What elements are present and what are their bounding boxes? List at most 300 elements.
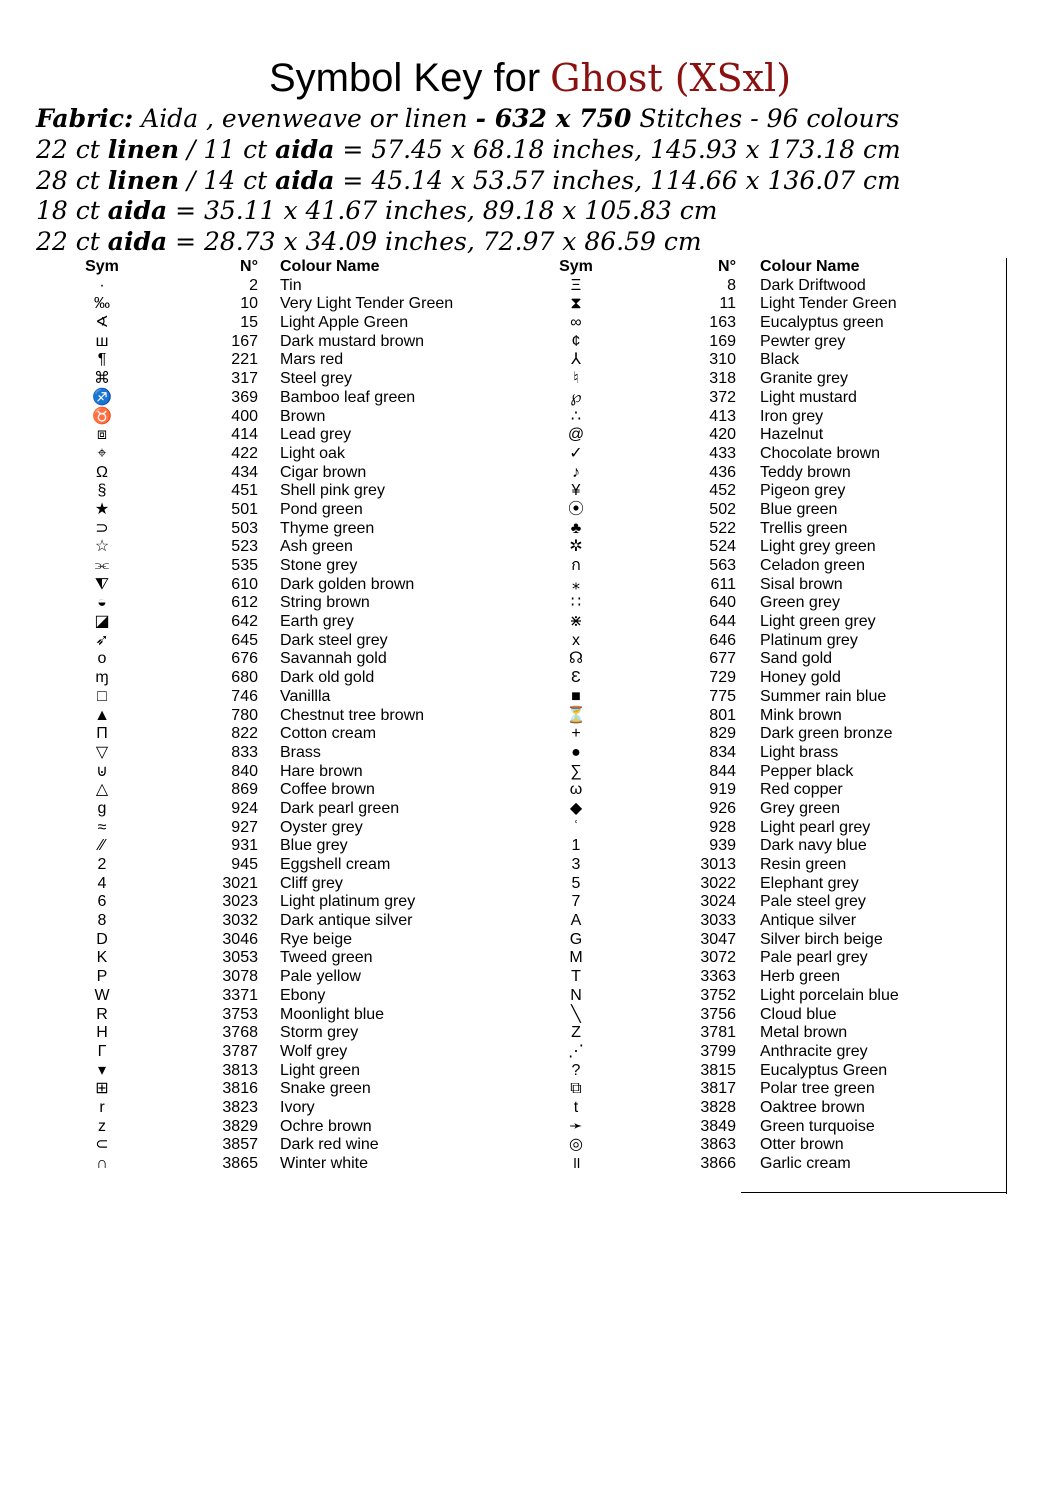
- number-cell: 642: [231, 613, 258, 631]
- fabric-aida: aida: [275, 165, 335, 195]
- number-cell: 3363: [700, 968, 736, 986]
- colour-name-cell: Pale yellow: [280, 968, 361, 986]
- size-text: = 28.73 x 34.09 inches, 72.97 x 86.59 cm: [167, 227, 702, 257]
- number-cell: 833: [231, 743, 258, 761]
- symbol-cell: ?: [571, 1061, 581, 1079]
- colour-name-cell: Dark old gold: [280, 669, 375, 687]
- number-cell: 926: [709, 799, 736, 817]
- symbol-cell: Π: [96, 725, 108, 743]
- number-cell: 167: [231, 332, 258, 350]
- symbol-cell: @: [567, 426, 585, 444]
- number-cell: 535: [231, 557, 258, 574]
- colour-name-cell: Silver birch beige: [760, 930, 883, 948]
- colour-name-cell: Dark antique silver: [280, 912, 413, 930]
- number-cell: 3047: [700, 930, 736, 948]
- colour-name-cell: Otter brown: [760, 1136, 844, 1154]
- symbol-cell: ♪: [572, 463, 580, 481]
- colour-name-cell: Storm grey: [280, 1024, 359, 1042]
- size-line-22-linen: [36, 135, 901, 166]
- number-cell: 400: [231, 407, 258, 425]
- colour-name-cell: Grey green: [760, 799, 841, 817]
- colour-name-cell: Savannah gold: [280, 650, 387, 668]
- symbol-cell: ♮: [573, 370, 579, 388]
- symbol-cell: ◪: [94, 613, 110, 631]
- number-cell: 436: [709, 463, 736, 481]
- number-cell: 3866: [700, 1155, 736, 1172]
- number-cell: 869: [231, 781, 258, 799]
- symbol-cell: 3: [571, 856, 581, 873]
- colour-name-cell: Light platinum grey: [280, 893, 416, 911]
- number-cell: 3815: [700, 1061, 736, 1079]
- number-cell: 928: [709, 818, 736, 836]
- number-cell: 503: [231, 519, 258, 537]
- size-text: = 45.14 x 53.57 inches, 114.66 x 136.07 cm: [334, 165, 901, 195]
- number-cell: 844: [709, 762, 736, 780]
- number-cell: 433: [709, 444, 736, 462]
- colour-name-cell: Tin: [280, 276, 302, 294]
- symbol-cell: ⅄: [571, 351, 581, 369]
- colour-name-cell: Celadon green: [760, 557, 865, 574]
- colour-name-cell: Snake green: [280, 1080, 371, 1098]
- number-cell: 680: [231, 669, 258, 687]
- colour-name-cell: Blue green: [760, 500, 838, 518]
- symbol-cell: ◒: [97, 594, 107, 612]
- colour-name-cell: Steel grey: [280, 370, 353, 388]
- number-cell: 945: [231, 856, 258, 873]
- number-cell: 3033: [700, 912, 736, 930]
- number-cell: 640: [709, 594, 736, 612]
- colour-name-cell: Bamboo leaf green: [280, 388, 416, 406]
- symbol-cell: ▽: [95, 743, 109, 761]
- colour-name-cell: Light green grey: [760, 613, 876, 631]
- symbol-cell: ·: [99, 276, 105, 294]
- symbol-cell: ⋰: [568, 1042, 584, 1060]
- colour-name-cell: Chocolate brown: [760, 444, 881, 462]
- colour-name-cell: Light mustard: [760, 388, 857, 406]
- number-cell: 413: [709, 407, 736, 425]
- colour-name-cell: Hare brown: [280, 762, 363, 780]
- colour-name-cell: Resin green: [760, 856, 847, 873]
- colour-name-cell: Dark pearl green: [280, 799, 400, 817]
- symbol-cell: ☊: [568, 650, 584, 668]
- colour-name-cell: Mars red: [280, 351, 344, 369]
- pattern-name: Ghost (XSxl): [550, 56, 792, 100]
- column-header-colour-name: Colour Name: [280, 258, 380, 275]
- fabric-aida: aida: [107, 196, 168, 226]
- colour-name-cell: Eucalyptus green: [760, 314, 884, 332]
- number-cell: 422: [231, 444, 258, 462]
- stitch-dimensions: - 632 x 750: [475, 104, 632, 133]
- colour-name-cell: Light Tender Green: [760, 295, 897, 313]
- symbol-cell: g: [97, 799, 107, 817]
- symbol-cell: N: [570, 986, 582, 1004]
- colour-name-cell: Oaktree brown: [760, 1098, 865, 1116]
- number-cell: 501: [231, 500, 258, 518]
- colour-name-cell: Pond green: [280, 500, 363, 518]
- symbol-cell: ⋇: [569, 613, 583, 631]
- colour-name-cell: Cigar brown: [280, 463, 367, 481]
- number-cell: 775: [709, 687, 736, 705]
- number-cell: 3816: [222, 1080, 258, 1098]
- number-cell: 3857: [222, 1136, 258, 1154]
- number-cell: 3013: [700, 856, 736, 873]
- number-cell: 502: [709, 500, 736, 518]
- number-cell: 677: [709, 650, 736, 668]
- number-cell: 8: [727, 276, 736, 294]
- number-cell: 931: [231, 837, 258, 855]
- symbol-cell: ∢: [95, 314, 109, 332]
- symbol-cell: 8: [97, 912, 107, 930]
- count-text: 18 ct: [36, 196, 108, 226]
- count-text: / 14 ct: [179, 165, 276, 195]
- colour-name-cell: Light pearl grey: [760, 818, 871, 836]
- fabric-linen: linen: [107, 165, 180, 195]
- colour-name-cell: Lead grey: [280, 426, 352, 444]
- colour-name-cell: Vanillla: [280, 687, 331, 705]
- symbol-cell: 4: [97, 874, 107, 892]
- colour-name-cell: Ash green: [280, 538, 353, 556]
- colour-name-cell: Pale pearl grey: [760, 949, 868, 967]
- colour-name-cell: Cotton cream: [280, 725, 377, 743]
- number-cell: 3829: [222, 1117, 258, 1135]
- number-cell: 318: [709, 370, 736, 388]
- number-cell: 822: [231, 725, 258, 743]
- colour-name-cell: Stone grey: [280, 557, 358, 574]
- number-cell: 3756: [700, 1005, 736, 1023]
- symbol-cell: ∞: [570, 314, 582, 332]
- symbol-cell: ¢: [571, 332, 581, 350]
- symbol-cell: M: [569, 949, 583, 967]
- colour-name-cell: Pigeon grey: [760, 482, 846, 500]
- table-right-border: [1006, 258, 1007, 1194]
- symbol-cell: ♣: [570, 519, 582, 537]
- colour-name-cell: Oyster grey: [280, 818, 363, 836]
- symbol-cell: ∷: [570, 594, 582, 612]
- number-cell: 3021: [222, 874, 258, 892]
- symbol-cell: ʿ: [573, 818, 579, 836]
- symbol-cell: t: [573, 1098, 579, 1116]
- number-cell: 3072: [700, 949, 736, 967]
- symbol-cell: A: [570, 912, 582, 930]
- number-cell: 3024: [700, 893, 736, 911]
- number-cell: 924: [231, 799, 258, 817]
- number-cell: 3032: [222, 912, 258, 930]
- symbol-cell: 6: [97, 893, 107, 911]
- number-cell: 3371: [222, 986, 258, 1004]
- symbol-cell: R: [96, 1005, 108, 1023]
- symbol-cell: ⁄⁄: [99, 837, 105, 855]
- number-cell: 163: [709, 314, 736, 332]
- symbol-cell: x: [572, 631, 580, 649]
- symbol-cell: ш: [95, 332, 109, 350]
- number-cell: 3023: [222, 893, 258, 911]
- symbol-cell: H: [96, 1024, 108, 1042]
- colour-name-cell: Very Light Tender Green: [280, 295, 454, 313]
- colour-name-cell: Pale steel grey: [760, 893, 866, 911]
- number-cell: 746: [231, 687, 258, 705]
- colour-name-cell: Eggshell cream: [280, 856, 391, 873]
- fabric-aida: aida: [107, 227, 168, 257]
- number-cell: 3053: [222, 949, 258, 967]
- number-cell: 3865: [222, 1155, 258, 1172]
- number-cell: 834: [709, 743, 736, 761]
- column-header-number: N°: [718, 258, 736, 275]
- symbol-cell: Z: [571, 1024, 581, 1042]
- symbol-cell: ✓: [569, 444, 583, 462]
- symbol-cell: ω: [569, 781, 583, 799]
- symbol-cell: ⦿: [567, 500, 584, 518]
- colour-name-cell: Brown: [280, 407, 326, 425]
- symbol-cell: ⧉: [570, 1080, 582, 1098]
- symbol-cell: W: [94, 986, 110, 1004]
- number-cell: 612: [231, 594, 258, 612]
- symbol-cell: Ω: [96, 463, 108, 481]
- colour-name-cell: Sand gold: [760, 650, 833, 668]
- symbol-cell: ¶: [97, 351, 107, 369]
- number-cell: 3753: [222, 1005, 258, 1023]
- size-line-18-aida: [36, 196, 901, 227]
- number-cell: 3781: [700, 1024, 736, 1042]
- colour-name-cell: Blue grey: [280, 837, 348, 855]
- symbol-cell: K: [96, 949, 108, 967]
- number-cell: 646: [709, 631, 736, 649]
- colour-name-cell: Ochre brown: [280, 1117, 372, 1135]
- symbol-cell: T: [571, 968, 581, 986]
- symbol-cell: ●: [571, 743, 581, 761]
- number-cell: 420: [709, 426, 736, 444]
- colour-name-cell: Light brass: [760, 743, 839, 761]
- table-bottom-border: [741, 1192, 1007, 1193]
- fabric-types: Aida , evenweave or linen: [133, 104, 476, 133]
- number-cell: 840: [231, 762, 258, 780]
- symbol-cell: r: [99, 1098, 105, 1116]
- number-cell: 780: [231, 706, 258, 724]
- number-cell: 10: [240, 295, 258, 313]
- colour-name-cell: Pepper black: [760, 762, 854, 780]
- colour-name-cell: Tweed green: [280, 949, 373, 967]
- colour-name-cell: Brass: [280, 743, 321, 761]
- colour-name-cell: Rye beige: [280, 930, 353, 948]
- symbol-cell: Ɛ: [571, 669, 581, 687]
- colour-name-cell: Earth grey: [280, 613, 354, 631]
- number-cell: 3752: [700, 986, 736, 1004]
- colour-name-cell: Moonlight blue: [280, 1005, 385, 1023]
- number-cell: 522: [709, 519, 736, 537]
- symbol-cell: ∴: [570, 407, 582, 425]
- colour-name-cell: Dark steel grey: [280, 631, 388, 649]
- symbol-cell: ⫘: [94, 557, 110, 574]
- number-cell: 414: [231, 426, 258, 444]
- colour-name-cell: Summer rain blue: [760, 687, 887, 705]
- number-cell: 3813: [222, 1061, 258, 1079]
- column-header-number: N°: [240, 258, 258, 275]
- fabric-line: [36, 104, 901, 135]
- colour-name-cell: Light porcelain blue: [760, 986, 899, 1004]
- count-text: 22 ct: [36, 227, 108, 257]
- colour-name-cell: Eucalyptus Green: [760, 1061, 888, 1079]
- symbol-cell: D: [96, 930, 108, 948]
- symbol-cell: 2: [97, 856, 107, 873]
- colour-name-cell: Pewter grey: [760, 332, 846, 350]
- colour-name-cell: Teddy brown: [760, 463, 851, 481]
- colour-name-cell: Sisal brown: [760, 575, 843, 593]
- number-cell: 434: [231, 463, 258, 481]
- symbol-cell: ♐: [92, 388, 112, 406]
- colour-name-cell: Ebony: [280, 986, 326, 1004]
- symbol-cell: ◎: [569, 1136, 583, 1154]
- number-cell: 523: [231, 538, 258, 556]
- colour-name-cell: Mink brown: [760, 706, 842, 724]
- number-cell: 3863: [700, 1136, 736, 1154]
- number-cell: 452: [709, 482, 736, 500]
- size-line-28-linen: [36, 166, 901, 197]
- number-cell: 451: [231, 482, 258, 500]
- colour-name-cell: Garlic cream: [760, 1155, 851, 1172]
- symbol-cell: G: [569, 930, 583, 948]
- number-cell: 3768: [222, 1024, 258, 1042]
- number-cell: 610: [231, 575, 258, 593]
- symbol-cell: □: [97, 687, 107, 705]
- size-line-22-aida: [36, 227, 901, 258]
- symbol-cell: 7: [571, 893, 581, 911]
- number-cell: 919: [709, 781, 736, 799]
- symbol-cell: ╲: [571, 1005, 581, 1023]
- colour-name-cell: Wolf grey: [280, 1042, 348, 1060]
- symbol-cell: ⌘: [94, 370, 110, 388]
- colour-name-cell: Herb green: [760, 968, 841, 986]
- symbol-cell: ℘: [570, 388, 582, 406]
- symbol-cell: ก: [571, 557, 581, 574]
- colour-name-cell: Light oak: [280, 444, 345, 462]
- symbol-cell: ⧗: [570, 295, 582, 313]
- number-cell: 524: [709, 538, 736, 556]
- symbol-cell: ■: [571, 687, 581, 705]
- fabric-info: [36, 104, 901, 258]
- number-cell: 563: [709, 557, 736, 574]
- number-cell: 11: [719, 295, 736, 313]
- symbol-cell: ➛: [569, 1117, 583, 1135]
- count-text: 22 ct: [36, 134, 108, 164]
- number-cell: 2: [249, 276, 258, 294]
- colour-name-cell: Shell pink grey: [280, 482, 385, 500]
- column-header-sym: Sym: [559, 258, 593, 275]
- symbol-cell: ∩: [96, 1155, 108, 1172]
- colour-name-cell: String brown: [280, 594, 370, 612]
- colour-name-cell: Hazelnut: [760, 426, 824, 444]
- symbol-cell: z: [98, 1117, 106, 1135]
- fabric-linen: linen: [107, 134, 180, 164]
- colour-name-cell: Polar tree green: [760, 1080, 875, 1098]
- number-cell: 3787: [222, 1042, 258, 1060]
- number-cell: 372: [709, 388, 736, 406]
- fabric-label: Fabric:: [36, 104, 134, 133]
- symbol-cell: ⊞: [95, 1080, 109, 1098]
- symbol-cell: +: [571, 725, 581, 743]
- symbol-cell: ⊂: [95, 1136, 109, 1154]
- symbol-cell: ∑: [570, 762, 582, 780]
- number-cell: 927: [231, 818, 258, 836]
- symbol-cell: 5: [571, 874, 581, 892]
- symbol-cell: ☆: [94, 538, 110, 556]
- colour-name-cell: Cloud blue: [760, 1005, 837, 1023]
- symbol-cell: ★: [94, 500, 110, 518]
- colour-name-cell: Metal brown: [760, 1024, 848, 1042]
- symbol-cell: ▾: [97, 1061, 107, 1079]
- title-text: Symbol Key for: [268, 56, 541, 100]
- symbol-cell: ɱ: [95, 669, 109, 687]
- number-cell: 3849: [700, 1117, 736, 1135]
- colour-name-cell: Dark Driftwood: [760, 276, 866, 294]
- colour-name-cell: Winter white: [280, 1155, 369, 1172]
- colour-name-cell: Dark green bronze: [760, 725, 893, 743]
- symbol-cell: o: [97, 650, 107, 668]
- count-text: 28 ct: [36, 165, 108, 195]
- symbol-cell: ♉: [92, 407, 112, 425]
- symbol-cell: ¥: [571, 482, 581, 500]
- colour-name-cell: Coffee brown: [280, 781, 375, 799]
- colour-name-cell: Honey gold: [760, 669, 841, 687]
- fabric-aida: aida: [275, 134, 335, 164]
- symbol-cell: △: [95, 781, 109, 799]
- colour-name-cell: Dark navy blue: [760, 837, 867, 855]
- number-cell: 369: [231, 388, 258, 406]
- symbol-cell: Γ: [97, 1042, 107, 1060]
- size-text: = 57.45 x 68.18 inches, 145.93 x 173.18 cm: [334, 134, 901, 164]
- colour-name-cell: Black: [760, 351, 800, 369]
- number-cell: 676: [231, 650, 258, 668]
- symbol-cell: ⊃: [95, 519, 109, 537]
- symbol-cell: ⁎: [572, 575, 580, 593]
- symbol-cell: ◆: [569, 799, 583, 817]
- number-cell: 3799: [700, 1042, 736, 1060]
- number-cell: 644: [709, 613, 736, 631]
- number-cell: 3022: [700, 874, 736, 892]
- symbol-cell: ⧨: [94, 575, 110, 593]
- stitch-colours: Stitches - 96 colours: [631, 104, 900, 133]
- column-header-sym: Sym: [85, 258, 119, 275]
- colour-name-cell: Trellis green: [760, 519, 848, 537]
- colour-name-cell: Granite grey: [760, 370, 849, 388]
- symbol-cell: 1: [571, 837, 581, 855]
- colour-name-cell: Ivory: [280, 1098, 315, 1116]
- symbol-cell: ➶: [95, 631, 109, 649]
- colour-name-cell: Anthracite grey: [760, 1042, 868, 1060]
- symbol-cell: §: [97, 482, 107, 500]
- number-cell: 645: [231, 631, 258, 649]
- count-text: / 11 ct: [179, 134, 276, 164]
- page-title: [0, 54, 1060, 102]
- symbol-cell: ✲: [569, 538, 583, 556]
- symbol-cell: ⧈: [96, 426, 108, 444]
- colour-name-cell: Light green: [280, 1061, 361, 1079]
- colour-name-cell: Iron grey: [760, 407, 824, 425]
- colour-name-cell: Cliff grey: [280, 874, 343, 892]
- number-cell: 310: [709, 351, 736, 369]
- number-cell: 3823: [222, 1098, 258, 1116]
- number-cell: 169: [709, 332, 736, 350]
- colour-name-cell: Red copper: [760, 781, 843, 799]
- number-cell: 317: [231, 370, 258, 388]
- symbol-cell: ‰: [94, 295, 110, 313]
- number-cell: 3046: [222, 930, 258, 948]
- number-cell: 3078: [222, 968, 258, 986]
- colour-name-cell: Chestnut tree brown: [280, 706, 425, 724]
- colour-name-cell: Green turquoise: [760, 1117, 875, 1135]
- colour-name-cell: Light grey green: [760, 538, 876, 556]
- symbol-cell: ⊍: [96, 762, 108, 780]
- number-cell: 221: [231, 351, 258, 369]
- colour-name-cell: Dark mustard brown: [280, 332, 425, 350]
